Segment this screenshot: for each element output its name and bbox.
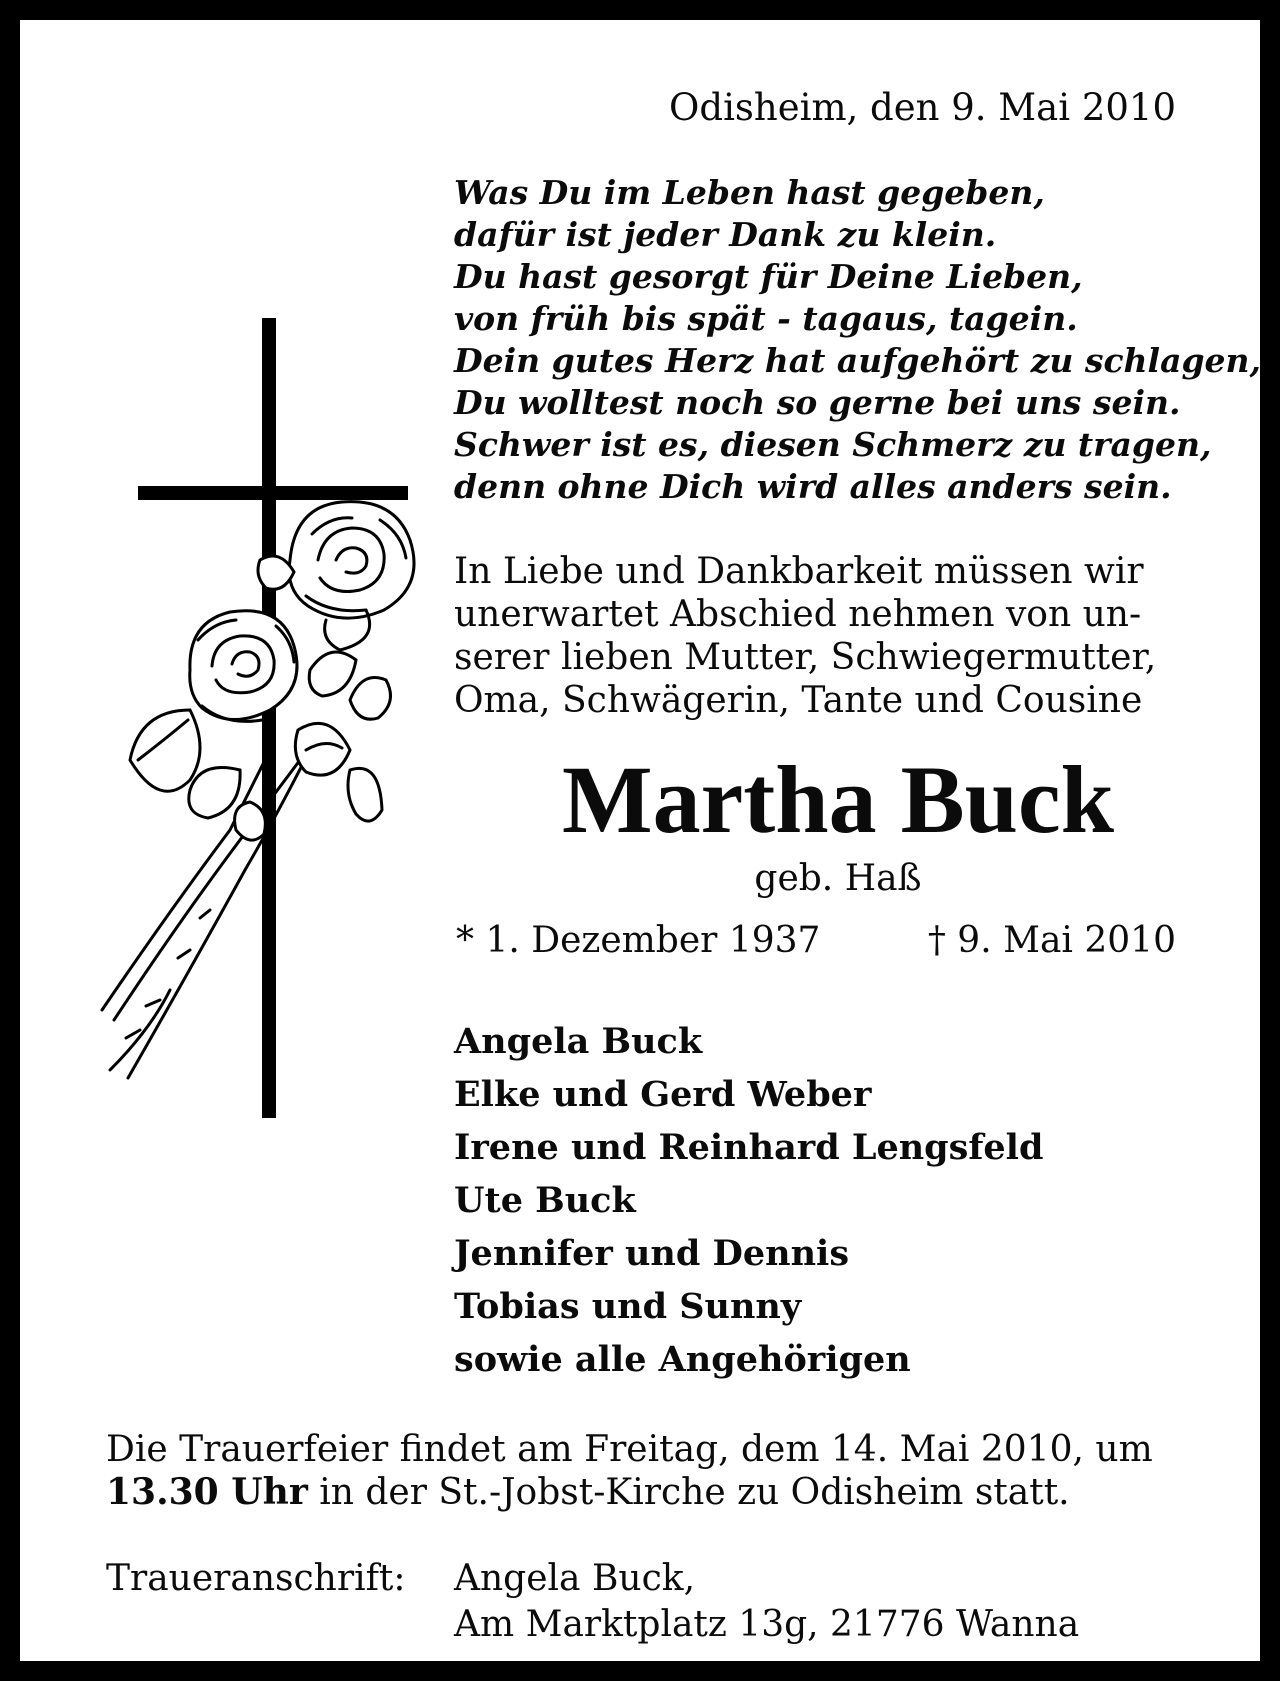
birth-name: geb. Haß xyxy=(754,858,922,899)
intro-line: Oma, Schwägerin, Tante und Cousine xyxy=(454,680,1143,721)
mourner: Ute Buck xyxy=(454,1180,636,1221)
service-line: Die Trauerfeier findet am Freitag, dem 14. Mai 2010, um xyxy=(106,1429,1153,1470)
mourner: Jennifer und Dennis xyxy=(454,1233,850,1274)
mourner: Angela Buck xyxy=(454,1021,703,1062)
mourner: Elke und Gerd Weber xyxy=(454,1074,872,1115)
poem-line: denn ohne Dich wird alles anders sein. xyxy=(454,467,1172,506)
poem-line: Was Du im Leben hast gegeben, xyxy=(454,173,1045,212)
birth-date: * 1. Dezember 1937 xyxy=(456,920,821,961)
intro-text xyxy=(454,550,1222,722)
deceased-name: Martha Buck xyxy=(562,746,1114,853)
rose-icon xyxy=(102,502,414,1078)
service-line xyxy=(106,1471,1226,1514)
poem-line: Du hast gesorgt für Deine Lieben, xyxy=(454,257,1083,296)
poem-line: Dein gutes Herz hat aufgehört zu schlagen, xyxy=(454,341,1262,380)
intro-line: unerwartet Abschied nehmen von un- xyxy=(454,594,1142,635)
poem-line: Du wolltest noch so gerne bei uns sein. xyxy=(454,383,1181,422)
mourner: sowie alle Angehörigen xyxy=(454,1339,911,1380)
service-location: in der St.-Jobst-Kirche zu Odisheim statt. xyxy=(307,1472,1070,1513)
service-time: 13.30 Uhr xyxy=(106,1471,308,1513)
intro-line: serer lieben Mutter, Schwiegermutter, xyxy=(454,637,1157,678)
address-label: Traueranschrift: xyxy=(106,1558,406,1599)
mourners-list xyxy=(454,1015,1043,1386)
address-line: Am Marktplatz 13g, 21776 Wanna xyxy=(454,1604,1080,1645)
poem-line: Schwer ist es, diesen Schmerz zu tragen, xyxy=(454,425,1212,464)
mourner: Tobias und Sunny xyxy=(454,1286,802,1327)
death-date: † 9. Mai 2010 xyxy=(927,920,1176,961)
poem-line: dafür ist jeder Dank zu klein. xyxy=(454,215,997,254)
poem-line: von früh bis spät - tagaus, tagein. xyxy=(454,299,1078,338)
address-line: Angela Buck, xyxy=(454,1558,696,1599)
address xyxy=(454,1556,1079,1648)
service-info xyxy=(106,1428,1226,1514)
intro-line: In Liebe und Dankbarkeit müssen wir xyxy=(454,551,1144,592)
poem xyxy=(454,172,1262,508)
mourner: Irene und Reinhard Lengsfeld xyxy=(454,1127,1044,1168)
cross-with-roses-illustration xyxy=(80,310,440,1130)
place-date: Odisheim, den 9. Mai 2010 xyxy=(669,86,1176,129)
